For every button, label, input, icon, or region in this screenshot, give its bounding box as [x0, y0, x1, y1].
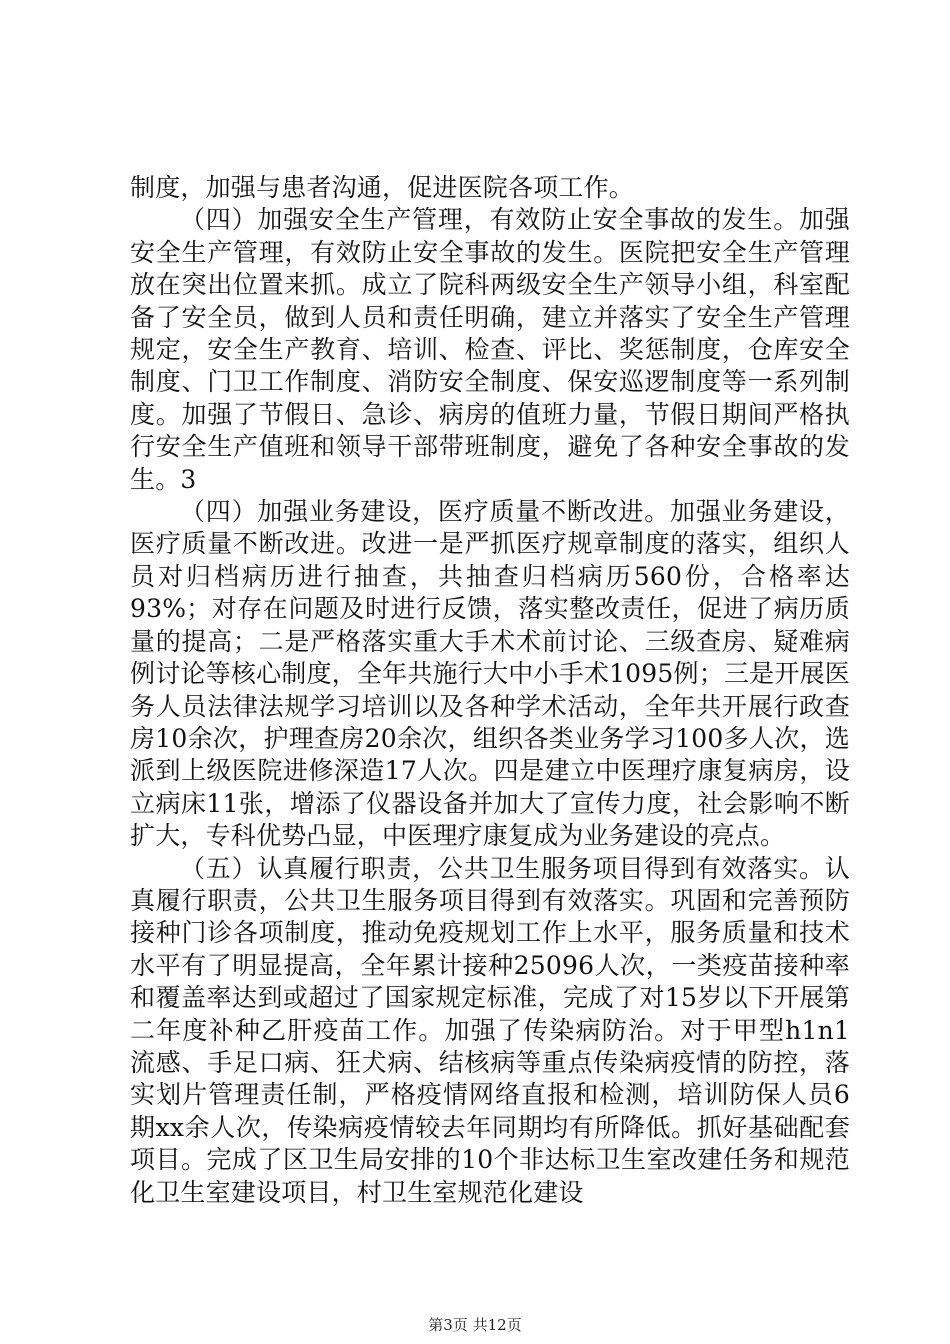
paragraph-business-construction: （四）加强业务建设，医疗质量不断改进。加强业务建设，医疗质量不断改进。改进一是严抓医疗规章制度的落实，组织人员对归档病历进行抽查，共抽查归档病历560份，合格率达93%；对存在问题及时进行反馈，落实整改责任，促进了病历质量的提高；二是严格落实重大手术术前讨论、三级查房、疑难病例讨论等核心制度，全年共施行大中小手术1095例；三是开展医务人员法律法规学习培训以及各种学术活动，全年共开展行政查房10余次，护理查房20余次，组织各类业务学习100多人次，选派到上级医院进修深造17人次。四是建立中医理疗康复病房，设立病床11张，增添了仪器设备并加大了宣传力度，社会影响不断扩大，专科优势凸显，中医理疗康复成为业务建设的亮点。: [130, 497, 850, 851]
paragraph-continuation: 制度，加强与患者沟通，促进医院各项工作。: [130, 173, 635, 202]
paragraph-safety-management: （四）加强安全生产管理，有效防止安全事故的发生。加强安全生产管理，有效防止安全事故的发生。医院把安全生产管理放在突出位置来抓。成立了院科两级安全生产领导小组，科室配备了安全员，做到人员和责任明确，建立并落实了安全生产管理规定，安全生产教育、培训、检查、评比、奖惩制度，仓库安全制度、门卫工作制度、消防安全制度、保安巡逻制度等一系列制度。加强了节假日、急诊、病房的值班力量，节假日期间严格执行安全生产值班和领导干部带班制度，避免了各种安全事故的发生。3: [130, 205, 850, 494]
page-number-footer: 第3页 共12页: [428, 1316, 522, 1334]
document-body: [130, 172, 850, 1209]
paragraph-public-health: （五）认真履行职责，公共卫生服务项目得到有效落实。认真履行职责，公共卫生服务项目得到有效落实。巩固和完善预防接种门诊各项制度，推动免疫规划工作上水平，服务质量和技术水平有了明显提高，全年累计接种25096人次，一类疫苗接种率和覆盖率达到或超过了国家规定标准，完成了对15岁以下开展第二年度补种乙肝疫苗工作。加强了传染病防治。对于甲型h1n1流感、手足口病、狂犬病、结核病等重点传染病疫情的防控，落实划片管理责任制，严格疫情网络直报和检测，培训防保人员6期xx余人次，传染病疫情较去年同期均有所降低。抓好基础配套项目。完成了区卫生局安排的10个非达标卫生室改建任务和规范化卫生室建设项目，村卫生室规范化建设: [130, 853, 850, 1207]
